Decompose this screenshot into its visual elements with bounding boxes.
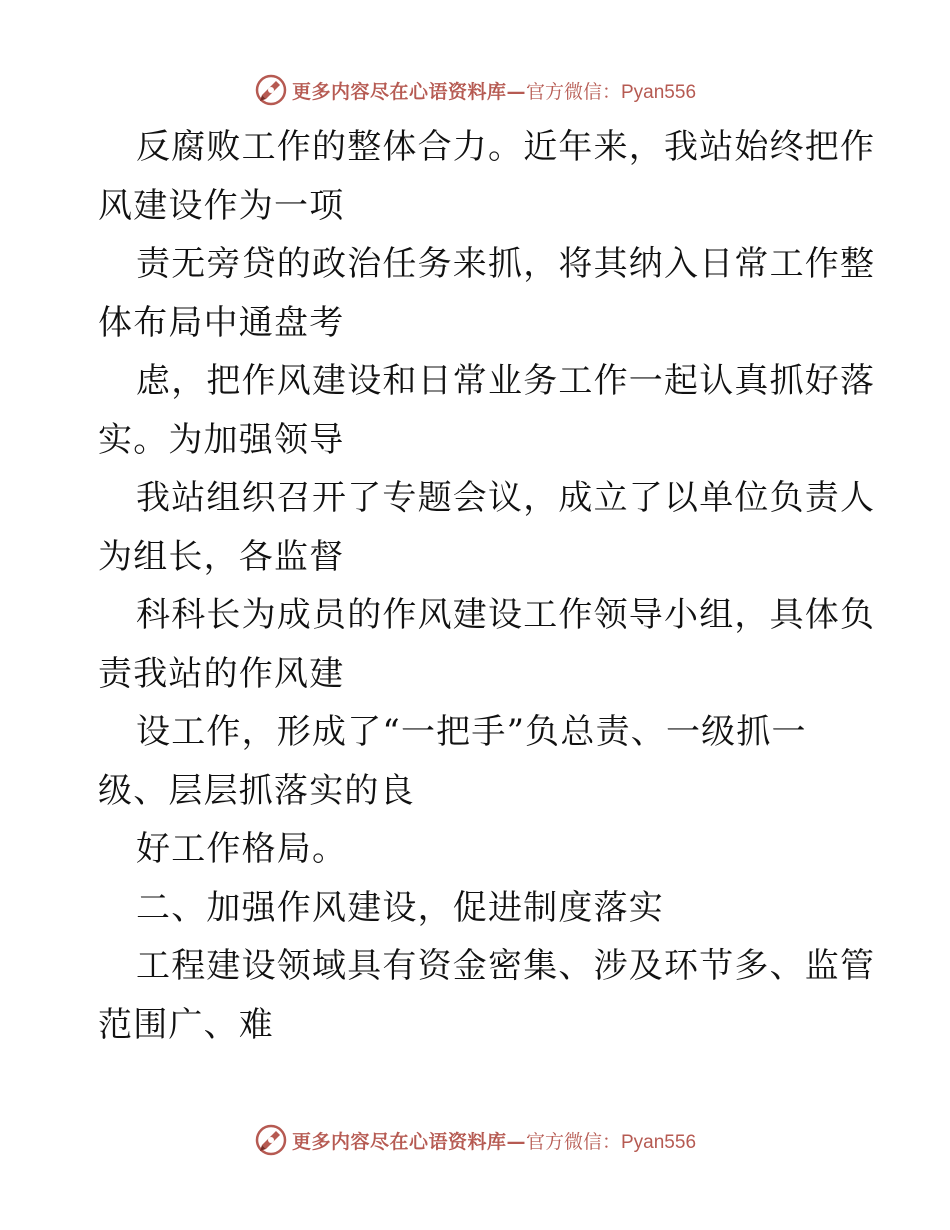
text-line: 为组长，各监督 [98, 536, 345, 577]
header-banner-title: 更多内容尽在心语资料库— [291, 80, 526, 103]
text-line: 虑，把作风建设和日常业务工作一起认真抓好落 [136, 361, 876, 401]
header-banner-wechat: 官方微信：Pyan556 [526, 81, 697, 103]
text-line: 设工作，形成了“一把手”负总责、一级抓一 [136, 712, 807, 752]
text-line: 科科长为成员的作风建设工作领导小组，具体负 [136, 595, 876, 635]
text-line: 工程建设领域具有资金密集、涉及环节多、监管 [136, 946, 876, 986]
text-line: 二、加强作风建设，促进制度落实 [136, 887, 664, 928]
text-line: 反腐败工作的整体合力。近年来，我站始终把作 [136, 127, 876, 167]
footer-watermark-banner [0, 1120, 950, 1160]
header-watermark-banner [0, 70, 950, 110]
text-line: 我站组织召开了专题会议，成立了以单位负责人 [136, 478, 876, 518]
text-line: 责我站的作风建 [98, 653, 345, 694]
pen-logo-icon [254, 73, 288, 107]
text-line: 范围广、难 [98, 1004, 274, 1045]
text-line: 实。为加强领导 [98, 419, 345, 460]
footer-banner-title: 更多内容尽在心语资料库— [291, 1130, 526, 1153]
text-line: 好工作格局。 [136, 829, 348, 869]
text-line: 级、层层抓落实的良 [98, 770, 415, 811]
text-line: 风建设作为一项 [98, 185, 345, 226]
text-line: 体布局中通盘考 [98, 302, 345, 343]
pen-logo-icon [254, 1123, 288, 1157]
document-body [98, 118, 876, 1054]
text-line: 责无旁贷的政治任务来抓，将其纳入日常工作整 [136, 244, 876, 284]
footer-banner-wechat: 官方微信：Pyan556 [526, 1131, 697, 1153]
